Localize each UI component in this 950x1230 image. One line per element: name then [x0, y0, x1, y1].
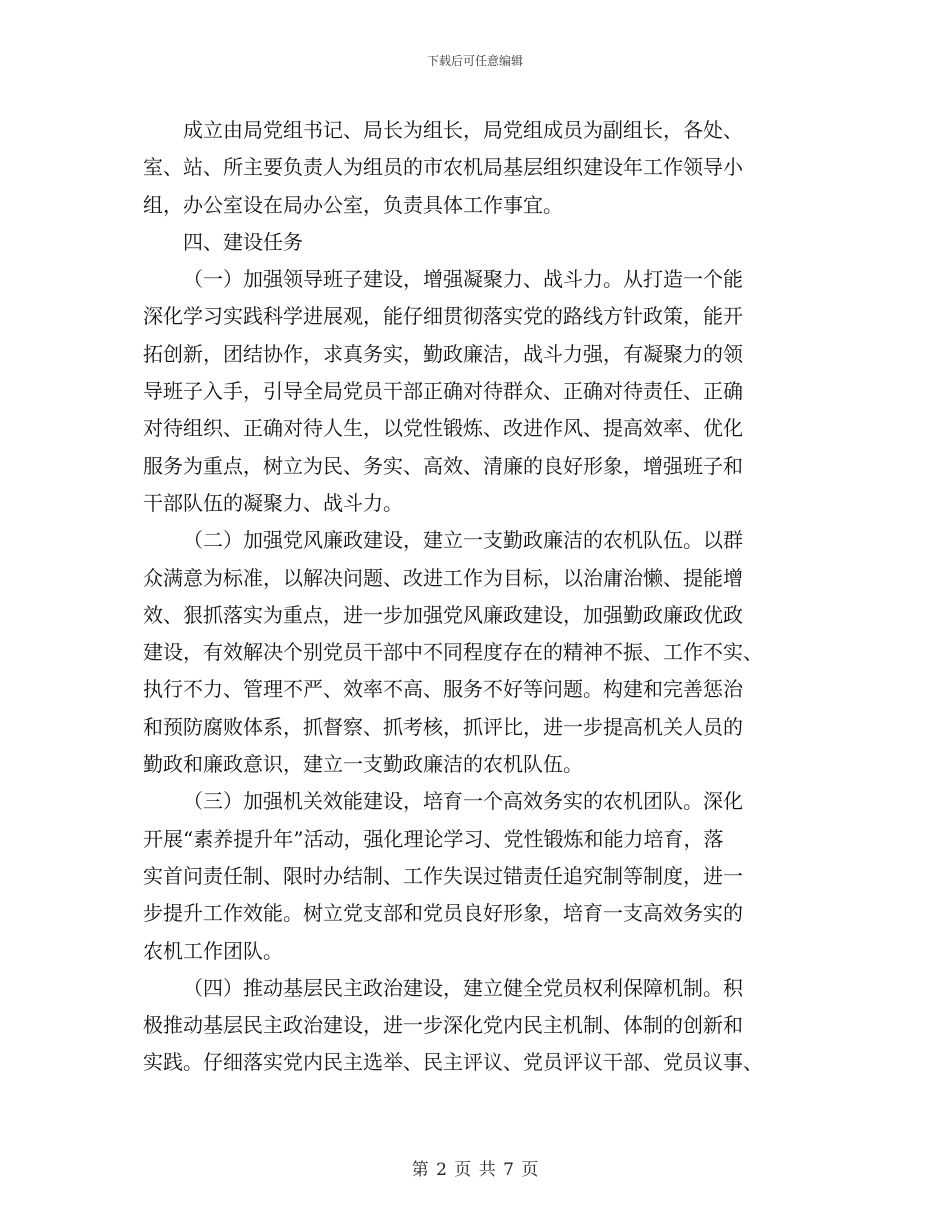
text-line: （四）推动基层民主政治建设，建立健全党员权利保障机制。积 — [183, 975, 743, 1000]
text-line: （一）加强领导班子建设，增强凝聚力、战斗力。从打造一个能 — [183, 267, 743, 292]
text-line: 众满意为标准，以解决问题、改进工作为目标，以治庸治懒、提能增 — [143, 565, 743, 590]
text-line: 实首问责任制、限时办结制、工作失误过错责任追究制等制度，进一 — [143, 863, 743, 888]
text-line: 四、建设任务 — [183, 229, 303, 254]
text-line: 执行不力、管理不严、效率不高、服务不好等问题。构建和完善惩治 — [143, 677, 743, 702]
text-line: 建设，有效解决个别党员干部中不同程度存在的精神不振、工作不实、 — [143, 640, 763, 665]
text-line: 农机工作团队。 — [143, 938, 283, 963]
text-line: 和预防腐败体系，抓督察、抓考核，抓评比，进一步提高机关人员的 — [143, 714, 743, 739]
text-line: 拓创新，团结协作，求真务实，勤政廉洁，战斗力强，有凝聚力的领 — [143, 341, 743, 366]
text-line: （二）加强党风廉政建设，建立一支勤政廉洁的农机队伍。以群 — [183, 528, 743, 553]
page-footer: 第 2 页 共 7 页 — [411, 1160, 539, 1180]
text-line: 组，办公室设在局办公室，负责具体工作事宜。 — [143, 192, 563, 217]
text-line: 实践。仔细落实党内民主选举、民主评议、党员评议干部、党员议事、 — [143, 1050, 763, 1075]
text-line: 室、站、所主要负责人为组员的市农机局基层组织建设年工作领导小 — [143, 155, 743, 180]
text-line: 导班子入手，引导全局党员干部正确对待群众、正确对待责任、正确 — [143, 379, 743, 404]
text-line: 服务为重点，树立为民、务实、高效、清廉的良好形象，增强班子和 — [143, 453, 743, 478]
text-line: 成立由局党组书记、局长为组长，局党组成员为副组长，各处、 — [183, 118, 743, 142]
text-line: 开展“素养提升年”活动，强化理论学习、党性锻炼和能力培育，落 — [143, 826, 724, 851]
text-line: 干部队伍的凝聚力、战斗力。 — [143, 490, 403, 515]
text-line: 步提升工作效能。树立党支部和党员良好形象，培育一支高效务实的 — [143, 901, 743, 926]
text-line: 深化学习实践科学进展观，能仔细贯彻落实党的路线方针政策，能开 — [143, 304, 743, 329]
document-body — [143, 112, 813, 1082]
text-line: 极推动基层民主政治建设，进一步深化党内民主机制、体制的创新和 — [143, 1013, 743, 1038]
text-line: 效、狠抓落实为重点，进一步加强党风廉政建设，加强勤政廉政优政 — [143, 602, 743, 627]
text-line: （三）加强机关效能建设，培育一个高效务实的农机团队。深化 — [183, 789, 743, 814]
text-line: 勤政和廉政意识，建立一支勤政廉洁的农机队伍。 — [143, 752, 583, 777]
text-line: 对待组织、正确对待人生，以党性锻炼、改进作风、提高效率、优化 — [143, 416, 743, 441]
page-header: 下载后可任意编辑 — [426, 54, 523, 68]
